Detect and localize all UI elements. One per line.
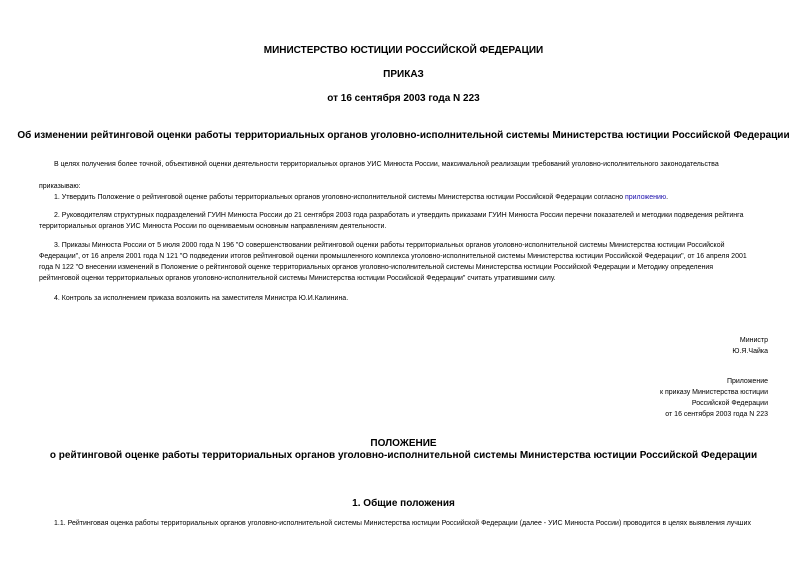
order-word: приказываю: (39, 183, 81, 190)
appendix-ref-line-1: Приложение (726, 378, 768, 385)
paragraph-1-1: 1.1. Рейтинговая оценка работы территориальных органов уголовно-исполнительной системы Министерства юстиции Российской Федерации (далее - УИС Минюста России) проводится в целях выявления лучших (54, 520, 751, 527)
item-4: 4. Контроль за исполнением приказа возложить на заместителя Министра Ю.И.Калинина. (54, 295, 349, 302)
item-2-line-2: территориальных органов УИС Минюста России по оцениваемым основным направлениям деятельности. (39, 223, 387, 230)
item-3-line-3: года N 122 "О внесении изменений в Положение о рейтинговой оценке территориальных органов уголовно-исполнительной системы Министерства юстиции Российской Федерации и Методику определения (39, 264, 714, 271)
item-2-line-1: 2. Руководителям структурных подразделений ГУИН Минюста России до 21 сентября 2003 года разработать и утвердить приказами ГУИН Минюста России перечни показателей и методики подведения рейтинга (54, 212, 744, 219)
appendix-ref-line-4: от 16 сентября 2003 года N 223 (665, 411, 768, 418)
item-1-end: . (666, 194, 669, 201)
signature-position: Министр (739, 337, 768, 344)
regulation-subheading: о рейтинговой оценке работы территориальных органов уголовно-исполнительной системы Министерства юстиции Российской Федерации (49, 450, 758, 461)
appendix-link[interactable]: приложению (624, 194, 667, 201)
item-1 (39, 192, 770, 203)
item-3-line-2: Федерации", от 16 апреля 2001 года N 121 "О подведении итогов рейтинговой оценки промышленного комплекса уголовно-исполнительной системы Министерства юстиции Российской Федерации", от 16 апреля 2001 (39, 253, 747, 260)
item-3-line-4: рейтинговой оценки территориальных органов уголовно-исполнительной системы Министерства юстиции Российской Федерации" считать утратившими силу. (39, 275, 556, 282)
signature-name: Ю.Я.Чайка (732, 348, 768, 355)
preamble-text: В целях получения более точной, объективной оценки деятельности территориальных органов УИС Минюста России, максимальной реализации требований уголовно-исполнительного законодательства (54, 161, 719, 168)
item-1-text: 1. Утвердить Положение о рейтинговой оценке работы территориальных органов уголовно-исполнительной системы Министерства юстиции Российской Федерации согласно (54, 194, 625, 201)
appendix-ref-line-3: Российской Федерации (691, 400, 768, 407)
appendix-ref-line-2: к приказу Министерства юстиции (659, 389, 768, 396)
order-date-line: от 16 сентября 2003 года N 223 (327, 93, 480, 104)
ministry-heading: МИНИСТЕРСТВО ЮСТИЦИИ РОССИЙСКОЙ ФЕДЕРАЦИИ (263, 45, 544, 56)
item-3-line-1: 3. Приказы Минюста России от 5 июля 2000 года N 196 "О совершенствовании рейтинговой оценки работы территориальных органов уголовно-исполнительной системы Министерства юстиции Российской (54, 242, 725, 249)
order-title: Об изменении рейтинговой оценки работы территориальных органов уголовно-исполнительной системы Министерства юстиции Российской Федерации (17, 130, 790, 141)
regulation-heading: ПОЛОЖЕНИЕ (370, 438, 437, 449)
section-1-heading: 1. Общие положения (352, 498, 455, 509)
doc-type-heading: ПРИКАЗ (383, 69, 424, 80)
